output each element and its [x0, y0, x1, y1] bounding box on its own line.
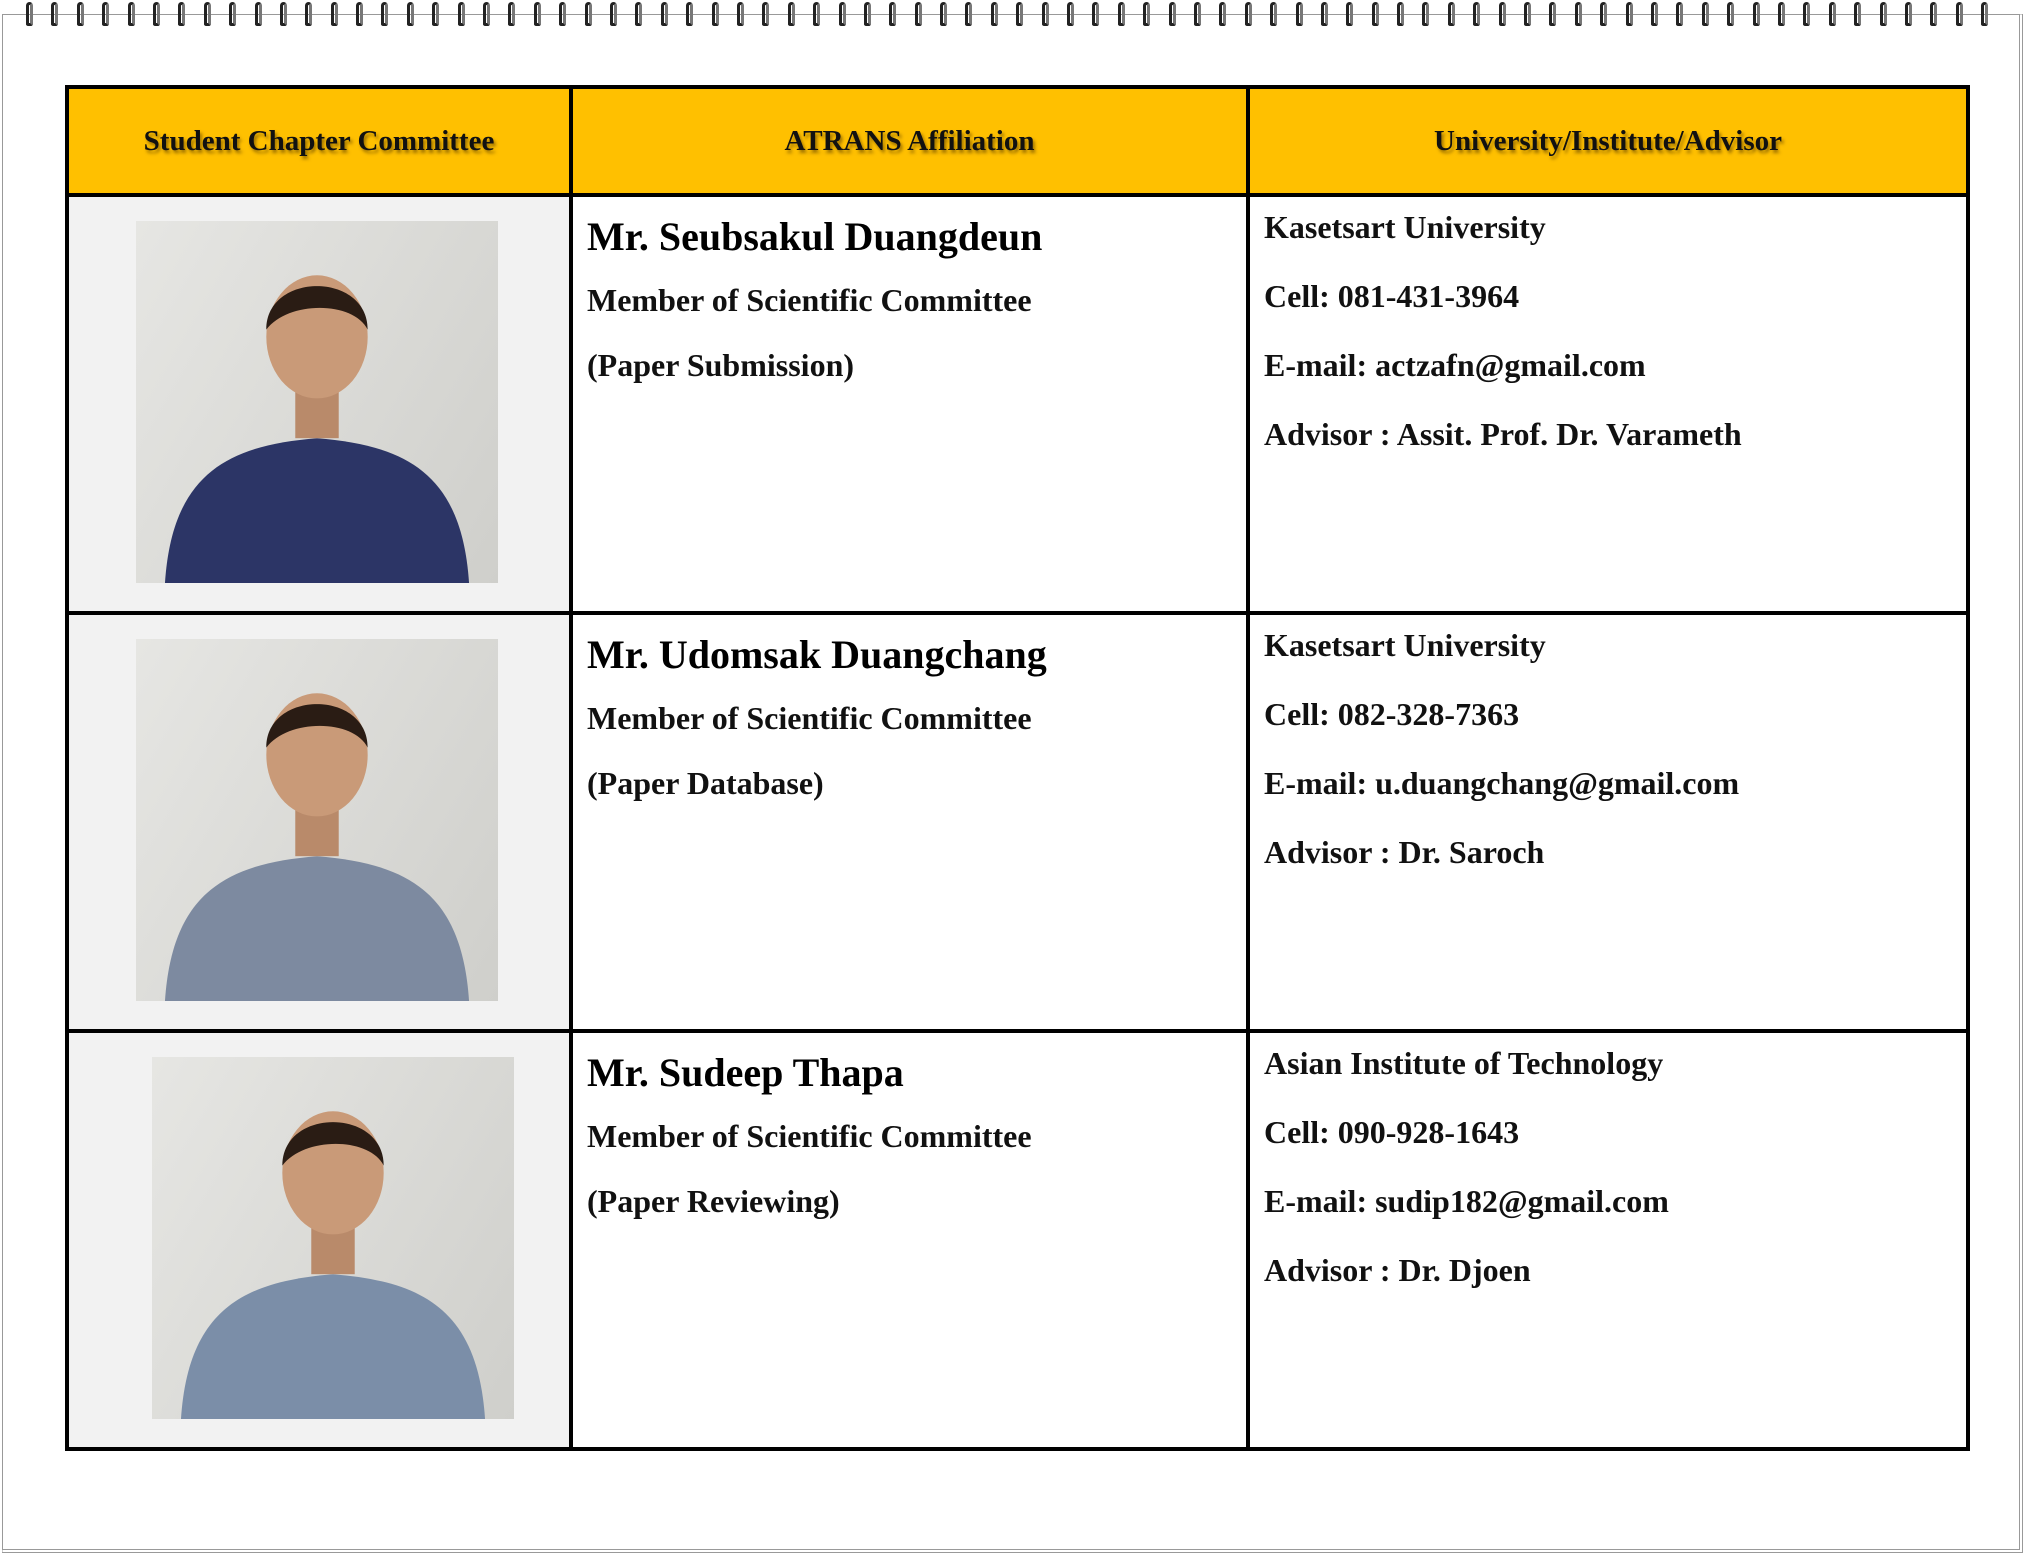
spiral-ring-icon — [452, 0, 477, 30]
spiral-ring-icon — [807, 0, 832, 30]
spiral-ring-icon — [680, 0, 705, 30]
spiral-ring-icon — [528, 0, 553, 30]
spiral-ring-icon — [1747, 0, 1772, 30]
spiral-ring-icon — [477, 0, 502, 30]
committee-table — [65, 85, 1970, 1451]
person-silhouette-icon — [136, 639, 498, 1001]
affiliation-cell — [571, 195, 1248, 613]
photo-cell — [67, 1031, 571, 1449]
cell-phone: Cell: 090-928-1643 — [1264, 1114, 1520, 1150]
university-cell — [1248, 613, 1968, 1031]
spiral-ring-icon — [909, 0, 934, 30]
spiral-ring-icon — [1137, 0, 1162, 30]
spiral-ring-icon — [883, 0, 908, 30]
spiral-ring-icon — [1188, 0, 1213, 30]
spiral-ring-icon — [1416, 0, 1441, 30]
email: E-mail: actzafn@gmail.com — [1264, 347, 1646, 383]
advisor: Advisor : Dr. Saroch — [1264, 834, 1545, 870]
member-role: Member of Scientific Committee — [587, 700, 1032, 736]
spiral-ring-icon — [147, 0, 172, 30]
spiral-ring-icon — [223, 0, 248, 30]
spiral-ring-icon — [20, 0, 45, 30]
member-name: Mr. Udomsak Duangchang — [587, 632, 1047, 677]
spiral-ring-icon — [198, 0, 223, 30]
spiral-ring-icon — [858, 0, 883, 30]
spiral-ring-icon — [122, 0, 147, 30]
spiral-ring-icon — [1874, 0, 1899, 30]
spiral-ring-icon — [1797, 0, 1822, 30]
spiral-ring-icon — [1975, 0, 2000, 30]
university-cell — [1248, 1031, 1968, 1449]
member-role: Member of Scientific Committee — [587, 282, 1032, 318]
spiral-ring-icon — [655, 0, 680, 30]
advisor: Advisor : Assit. Prof. Dr. Varameth — [1264, 416, 1742, 452]
spiral-ring-icon — [172, 0, 197, 30]
spiral-ring-icon — [401, 0, 426, 30]
cell-phone: Cell: 082-328-7363 — [1264, 696, 1520, 732]
person-silhouette-icon — [152, 1057, 514, 1419]
spiral-ring-icon — [985, 0, 1010, 30]
spiral-ring-icon — [731, 0, 756, 30]
spiral-ring-icon — [1924, 0, 1949, 30]
spiral-ring-icon — [1543, 0, 1568, 30]
spiral-ring-icon — [1315, 0, 1340, 30]
spiral-ring-icon — [96, 0, 121, 30]
spiral-ring-icon — [1086, 0, 1111, 30]
university: Kasetsart University — [1264, 627, 1546, 663]
university: Asian Institute of Technology — [1264, 1045, 1664, 1081]
spiral-ring-icon — [1848, 0, 1873, 30]
spiral-ring-icon — [553, 0, 578, 30]
spiral-ring-icon — [756, 0, 781, 30]
header-student-chapter: Student Chapter Committee — [67, 87, 571, 195]
spiral-ring-icon — [426, 0, 451, 30]
spiral-ring-icon — [1493, 0, 1518, 30]
spiral-ring-icon — [579, 0, 604, 30]
member-name: Mr. Seubsakul Duangdeun — [587, 214, 1043, 259]
spiral-ring-icon — [1442, 0, 1467, 30]
university-cell — [1248, 195, 1968, 613]
person-silhouette-icon — [136, 221, 498, 583]
spiral-ring-icon — [1950, 0, 1975, 30]
spiral-ring-icon — [1569, 0, 1594, 30]
table-row — [67, 1031, 1968, 1449]
member-photo — [152, 1057, 514, 1419]
spiral-ring-icon — [1518, 0, 1543, 30]
spiral-ring-icon — [1391, 0, 1416, 30]
spiral-ring-icon — [1467, 0, 1492, 30]
member-task: (Paper Submission) — [587, 347, 855, 383]
spiral-ring-icon — [274, 0, 299, 30]
spiral-ring-icon — [375, 0, 400, 30]
spiral-ring-icon — [45, 0, 70, 30]
spiral-ring-icon — [833, 0, 858, 30]
spiral-ring-icon — [350, 0, 375, 30]
table-row — [67, 195, 1968, 613]
spiral-ring-icon — [782, 0, 807, 30]
spiral-ring-icon — [1112, 0, 1137, 30]
spiral-ring-icon — [1721, 0, 1746, 30]
spiral-ring-icon — [1696, 0, 1721, 30]
photo-cell — [67, 613, 571, 1031]
table-header-row — [67, 87, 1968, 195]
spiral-ring-icon — [249, 0, 274, 30]
spiral-ring-icon — [1213, 0, 1238, 30]
spiral-ring-icon — [1620, 0, 1645, 30]
affiliation-cell — [571, 613, 1248, 1031]
spiral-ring-icon — [604, 0, 629, 30]
spiral-ring-icon — [1594, 0, 1619, 30]
spiral-ring-icon — [1036, 0, 1061, 30]
member-role: Member of Scientific Committee — [587, 1118, 1032, 1154]
advisor: Advisor : Dr. Djoen — [1264, 1252, 1531, 1288]
spiral-ring-icon — [629, 0, 654, 30]
email: E-mail: u.duangchang@gmail.com — [1264, 765, 1740, 801]
email: E-mail: sudip182@gmail.com — [1264, 1183, 1669, 1219]
spiral-ring-icon — [1366, 0, 1391, 30]
spiral-ring-icon — [1340, 0, 1365, 30]
header-atrans-affiliation: ATRANS Affiliation — [571, 87, 1248, 195]
member-task: (Paper Database) — [587, 765, 824, 801]
spiral-ring-icon — [299, 0, 324, 30]
spiral-binding — [20, 0, 2010, 32]
spiral-ring-icon — [1264, 0, 1289, 30]
header-university: University/Institute/Advisor — [1248, 87, 1968, 195]
spiral-ring-icon — [959, 0, 984, 30]
cell-phone: Cell: 081-431-3964 — [1264, 278, 1520, 314]
spiral-ring-icon — [1670, 0, 1695, 30]
spiral-ring-icon — [1010, 0, 1035, 30]
spiral-ring-icon — [1899, 0, 1924, 30]
photo-cell — [67, 195, 571, 613]
spiral-ring-icon — [1061, 0, 1086, 30]
spiral-ring-icon — [1772, 0, 1797, 30]
spiral-ring-icon — [71, 0, 96, 30]
spiral-ring-icon — [1290, 0, 1315, 30]
university: Kasetsart University — [1264, 209, 1546, 245]
spiral-ring-icon — [1645, 0, 1670, 30]
spiral-ring-icon — [934, 0, 959, 30]
member-name: Mr. Sudeep Thapa — [587, 1050, 904, 1095]
spiral-ring-icon — [1823, 0, 1848, 30]
spiral-ring-icon — [1239, 0, 1264, 30]
spiral-ring-icon — [1163, 0, 1188, 30]
affiliation-cell — [571, 1031, 1248, 1449]
table-row — [67, 613, 1968, 1031]
member-photo — [136, 221, 498, 583]
member-task: (Paper Reviewing) — [587, 1183, 840, 1219]
spiral-ring-icon — [502, 0, 527, 30]
member-photo — [136, 639, 498, 1001]
spiral-ring-icon — [706, 0, 731, 30]
spiral-ring-icon — [325, 0, 350, 30]
